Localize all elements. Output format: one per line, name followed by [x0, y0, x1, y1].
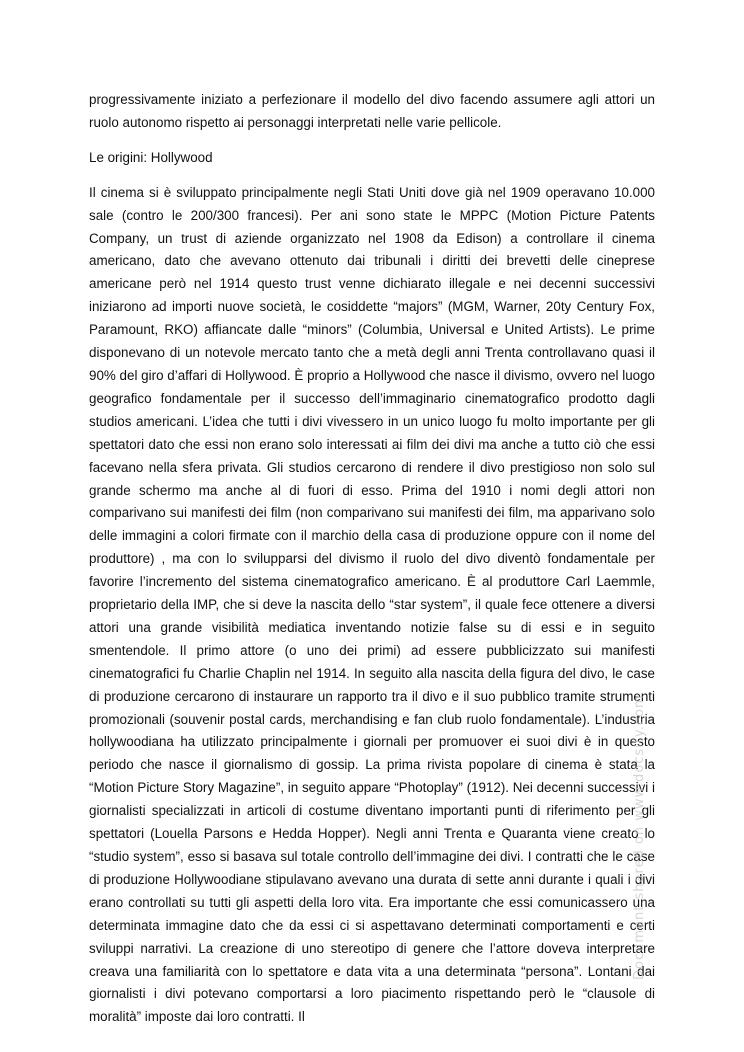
section-heading: Le origini: Hollywood — [89, 149, 213, 165]
page-content — [89, 89, 655, 1029]
body-paragraph: Il cinema si è sviluppato principalmente negli Stati Uniti dove già nel 1909 operavano 10.000 sale (contro le 200/300 francesi). Per ani sono state le MPPC (Motion Picture Patents Company, un trust di aziende organizzato nel 1908 da Edison) a controllare il cinema americano, dato che avevano ottenuto dai tribunali i diritti dei brevetti delle cineprese americane però nel 1914 questo trust venne dichiarato illegale e nei decenni successivi iniziarono ad importi nuove società, le cosiddette “majors” (MGM, Warner, 20ty Century Fox, Paramount, RKO) affiancate dalle “minors” (Columbia, Universal e United Artists). Le prime disponevano di un notevole mercato tanto che a metà degli anni Trenta controllavano quasi il 90% del giro d’affari di Hollywood. È proprio a Hollywood che nasce il divismo, ovvero nel luogo geografico fondamentale per il successo dell’immaginario cinematografico prodotto dagli studios americani. L’idea che tutti i divi vivessero in un unico luogo fu molto importante per gli spettatori dato che essi non erano solo interessati ai film dei divi ma anche a tutto ciò che essi facevano nella sfera privata. Gli studios cercarono di rendere il divo prestigioso non solo sul grande schermo ma anche al di fuori di esso. Prima del 1910 i nomi degli attori non comparivano sui manifesti dei film (non comparivano sui manifesti dei film, ma apparivano solo delle immagini a colori firmate con il marchio della casa di produzione oppure con il nome del produttore) , ma con lo svilupparsi del divismo il ruolo del divo diventò fondamentale per favorire l’incremento del sistema cinematografico americano. È al produttore Carl Laemmle, proprietario della IMP, che si deve la nascita dello “star system”, il quale fece ottenere a diversi attori una grande visibilità mediatica inventando notizie false su di essi e in seguito smentendole. Il primo attore (o uno dei primi) ad essere pubblicizzato sui manifesti cinematografici fu Charlie Chaplin nel 1914. In seguito alla nascita della figura del divo, le case di produzione cercarono di instaurare un rapporto tra il divo e il suo pubblico tramite strumenti promozionali (souvenir postal cards, merchandising e fan club ruolo fondamentale). L’industria hollywoodiana ha utilizzato principalmente i giornali per promuover ei suoi divi è in questo periodo che nasce il giornalismo di gossip. La prima rivista popolare di cinema è stata la “Motion Picture Story Magazine”, in seguito appare “Photoplay” (1912). Nei decenni successivi i giornalisti specializzati in articoli di costume diventano importanti punti di riferimento per gli spettatori (Louella Parsons e Hedda Hopper). Negli anni Trenta e Quaranta viene creato lo “studio system”, esso si basava sul totale controllo dell’immagine dei divi. I contratti che le case di produzione Hollywoodiane stipulavano avevano una durata di sette anni durante i quali i divi erano controllati su tutti gli aspetti della loro vita. Era importante che essi comunicassero una determinata immagine dato che da essi ci si aspettavano determinati comportamenti e certi sviluppi narrativi. La creazione di uno stereotipo di genere che l’attore doveva interpretare creava una familiarità con lo spettatore e data vita a una determinata “persona”. Lontani dai giornalisti i divi potevano comportarsi a loro piacimento rispettando però le “clausole di moralità” imposte dai loro contratti. Il — [89, 184, 655, 1025]
side-watermark: Document shared on www.docsity.com — [632, 694, 647, 980]
intro-paragraph: progressivamente iniziato a perfezionare il modello del divo facendo assumere agli attori un ruolo autonomo rispetto ai personaggi interpretati nelle varie pellicole. — [89, 92, 655, 130]
